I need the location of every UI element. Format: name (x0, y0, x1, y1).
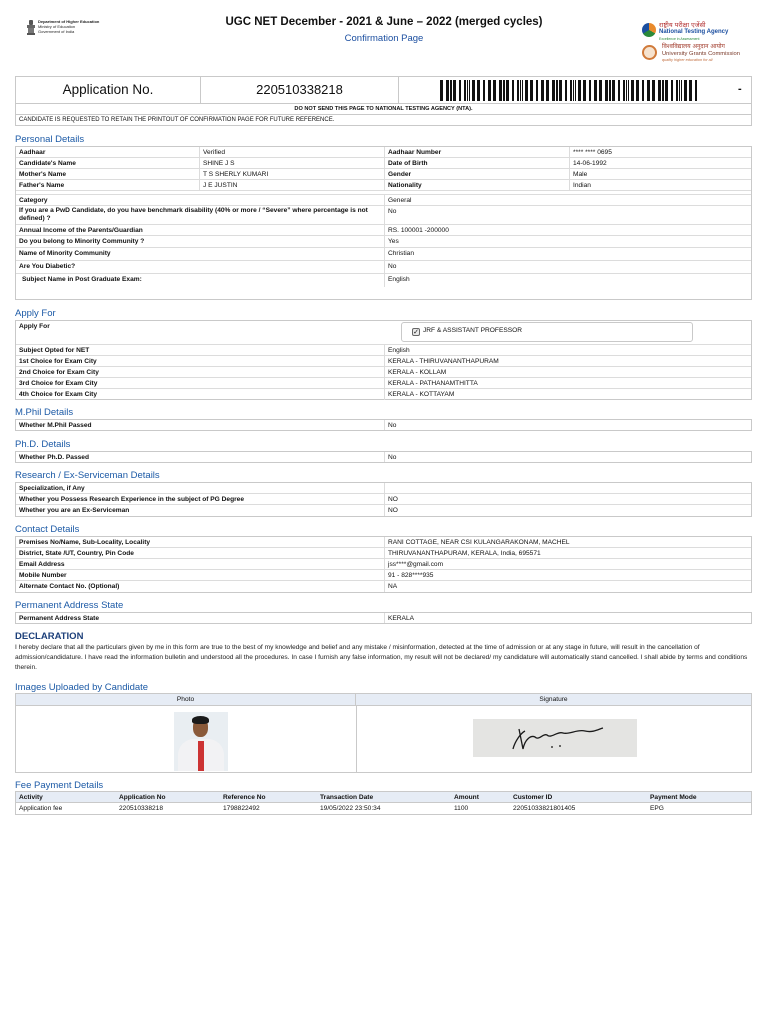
application-no-value: 220510338218 (201, 77, 399, 103)
table-row (16, 803, 751, 814)
barcode-bar (681, 80, 682, 101)
section-title-fee: Fee Payment Details (15, 780, 104, 791)
barcode-bar (522, 80, 523, 101)
barcode-bar (676, 80, 678, 101)
section-title-contact: Contact Details (15, 524, 80, 535)
minority-label: Do you belong to Minority Community ? (19, 238, 145, 245)
application-barcode (440, 80, 698, 101)
exam-city-1-label: 1st Choice for Exam City (19, 358, 97, 365)
contact-table (15, 536, 752, 593)
diabetic-label: Are You Diabetic? (19, 263, 76, 270)
apply-for-option-label: JRF & ASSISTANT PROFESSOR (423, 327, 523, 334)
barcode-bar (662, 80, 664, 101)
mother-name-label: Mother's Name (19, 171, 67, 178)
table-row (16, 356, 751, 367)
research-table (15, 482, 752, 517)
father-name-value: J E JUSTIN (199, 180, 384, 190)
alternate-contact-value: NA (384, 581, 751, 592)
table-row (16, 147, 751, 158)
fee-transaction-date: 19/05/2022 23:50:34 (320, 805, 381, 812)
father-name-label: Father's Name (19, 182, 65, 189)
barcode-bar (467, 80, 468, 101)
exam-city-2-value: KERALA - KOLLAM (384, 367, 751, 377)
barcode-bar (472, 80, 475, 101)
column-divider (356, 706, 357, 772)
barcode-bar (541, 80, 544, 101)
ugc-hindi-name: विश्वविद्यालय अनुदान आयोग (662, 43, 725, 50)
research-experience-label: Whether you Possess Research Experience in the subject of PG Degree (19, 496, 244, 503)
barcode-bar (488, 80, 491, 101)
barcode-bar (559, 80, 562, 101)
table-row (16, 345, 751, 356)
declaration-text: I hereby declare that all the particulars given by me in this form are true to the best of my knowledge and belief and any mistake / misinformation, detected at the time of admission or at any stage in future, will result in the cancellation of admission/candidature. I have read the information bulletin and understood all the procedures. In case I furnish any false information, my result will not be declared/ my candidature will automatically stand cancelled. I shall abide by terms and conditions therein. (15, 644, 748, 671)
aadhaar-number-label: Aadhaar Number (384, 147, 569, 157)
minority-name-label: Name of Minority Community (19, 250, 111, 257)
table-row (16, 613, 751, 623)
barcode-bar (589, 80, 591, 101)
barcode-bar (440, 80, 443, 101)
page-title: UGC NET December - 2021 & June – 2022 (merged cycles) (225, 16, 543, 28)
mobile-label: Mobile Number (19, 572, 67, 579)
ex-serviceman-value: NO (384, 505, 751, 516)
fee-amount: 1100 (454, 805, 469, 812)
gender-label: Gender (384, 169, 569, 179)
barcode-bar (628, 80, 629, 101)
table-row (16, 452, 751, 462)
exam-city-2-label: 2nd Choice for Exam City (19, 369, 99, 376)
table-row (16, 559, 751, 570)
nta-emblem-icon (642, 23, 656, 37)
barcode-bar (671, 80, 673, 101)
permanent-state-value: KERALA (384, 613, 751, 623)
email-label: Email Address (19, 561, 65, 568)
subject-opted-value: English (384, 345, 751, 355)
specialization-label: Specialization, if Any (19, 485, 85, 492)
table-row (16, 169, 751, 180)
section-title-research: Research / Ex-Serviceman Details (15, 470, 160, 481)
aadhaar-value: Verified (199, 147, 384, 157)
barcode-bar (658, 80, 661, 101)
table-header-row (16, 792, 751, 803)
barcode-bar (636, 80, 639, 101)
signature-header: Signature (356, 694, 751, 706)
table-row (16, 274, 751, 287)
gov-line-3: Government of India (38, 29, 75, 34)
barcode-bar (450, 80, 452, 101)
apply-for-table (15, 320, 752, 400)
fee-customer-id: 22051033821801405 (513, 805, 576, 812)
barcode-bar (679, 80, 680, 101)
barcode-bar (477, 80, 480, 101)
mphil-value: No (384, 420, 751, 430)
checkbox-checked-icon[interactable]: ✓ (413, 329, 419, 336)
table-row (16, 570, 751, 581)
barcode-bar (512, 80, 514, 101)
research-experience-value: NO (384, 494, 751, 504)
section-title-declaration: DECLARATION (15, 631, 84, 642)
barcode-bar (612, 80, 615, 101)
gov-line-2: Ministry of Education (38, 24, 76, 29)
barcode-bar (623, 80, 625, 101)
permanent-state-label: Permanent Address State (19, 615, 100, 622)
column-header-activity: Activity (19, 794, 43, 801)
gov-line-1: Department of Higher Education (38, 19, 100, 24)
column-header-application-no: Application No (119, 794, 166, 801)
barcode-bar (483, 80, 485, 101)
photo-header: Photo (16, 694, 356, 706)
barcode-bar (469, 80, 470, 101)
table-row (16, 483, 751, 494)
barcode-bar (525, 80, 528, 101)
table-row (16, 321, 751, 345)
table-row (16, 494, 751, 505)
application-dash: - (738, 83, 742, 95)
dob-value: 14-06-1992 (569, 158, 751, 168)
barcode-bar (520, 80, 521, 101)
barcode-bar (446, 80, 449, 101)
barcode-bar (506, 80, 509, 101)
application-no-label: Application No. (16, 77, 201, 103)
application-box (15, 76, 752, 126)
nta-hindi-name: राष्ट्रीय परीक्षा एजेंसी (659, 21, 706, 29)
barcode-bar (684, 80, 687, 101)
nta-logo (640, 22, 750, 40)
pwd-value: No (384, 206, 751, 224)
candidate-photo (174, 712, 228, 771)
signature-stroke (473, 719, 637, 757)
barcode-bar (652, 80, 655, 101)
barcode-bar (530, 80, 533, 101)
barcode-bar (499, 80, 502, 101)
income-label: Annual Income of the Parents/Guardian (19, 227, 143, 234)
exam-city-4-value: KERALA - KOTTAYAM (384, 389, 751, 400)
barcode-bar (573, 80, 574, 101)
barcode-bar (570, 80, 572, 101)
table-row (16, 548, 751, 559)
column-header-reference-no: Reference No (223, 794, 266, 801)
subject-opted-label: Subject Opted for NET (19, 347, 90, 354)
section-title-mphil: M.Phil Details (15, 407, 74, 418)
category-label: Category (19, 197, 48, 204)
pg-subject-value: English (384, 274, 751, 287)
photo-hair (192, 716, 209, 724)
exam-city-3-value: KERALA - PATHANAMTHITTA (384, 378, 751, 388)
premises-label: Premises No/Name, Sub-Locality, Locality (19, 539, 151, 546)
page-subtitle: Confirmation Page (344, 33, 424, 44)
table-row (16, 206, 751, 225)
category-value: General (384, 195, 751, 205)
barcode-bar (618, 80, 620, 101)
fee-payment-table (15, 791, 752, 815)
barcode-bar (517, 80, 519, 101)
barcode-bar (453, 80, 456, 101)
table-row (16, 537, 751, 548)
table-row (16, 367, 751, 378)
photo-tie (198, 741, 204, 771)
table-row (16, 180, 751, 191)
fee-application-no: 220510338218 (119, 805, 164, 812)
table-row (16, 581, 751, 592)
section-title-permanent-address: Permanent Address State (15, 600, 124, 611)
barcode-bar (546, 80, 549, 101)
phd-table (15, 451, 752, 463)
ugc-seal-icon (642, 45, 657, 60)
barcode-bar (556, 80, 558, 101)
candidate-name-label: Candidate's Name (19, 160, 76, 167)
barcode-bar (493, 80, 496, 101)
barcode-bar (631, 80, 634, 101)
aadhaar-label: Aadhaar (19, 149, 46, 156)
apply-for-label: Apply For (19, 323, 50, 330)
fee-payment-mode: EPG (650, 805, 664, 812)
exam-city-3-label: 3rd Choice for Exam City (19, 380, 98, 387)
table-row (16, 225, 751, 236)
barcode-bar (647, 80, 650, 101)
barcode-bar (536, 80, 538, 101)
barcode-bar (552, 80, 555, 101)
barcode-bar (575, 80, 576, 101)
nta-english-name: National Testing Agency (659, 29, 729, 35)
exam-city-4-label: 4th Choice for Exam City (19, 391, 98, 398)
barcode-bar (626, 80, 627, 101)
ministry-of-education-logo (26, 18, 116, 38)
diabetic-value: No (384, 261, 751, 273)
column-header-transaction-date: Transaction Date (320, 794, 374, 801)
mother-name-value: T S SHERLY KUMARI (199, 169, 384, 179)
permanent-address-table (15, 612, 752, 624)
pg-subject-label: Subject Name in Post Graduate Exam: (22, 276, 142, 283)
table-row (16, 378, 751, 389)
fee-activity: Application fee (19, 805, 63, 812)
dob-label: Date of Birth (384, 158, 569, 168)
barcode-bar (583, 80, 586, 101)
page-header (0, 0, 768, 72)
national-emblem-icon (26, 19, 36, 35)
barcode-bar (609, 80, 611, 101)
images-table (15, 693, 752, 773)
notice-retain-printout: CANDIDATE IS REQUESTED TO RETAIN THE PRINTOUT OF CONFIRMATION PAGE FOR FUTURE REFERENCE. (19, 117, 335, 123)
section-title-apply: Apply For (15, 308, 56, 319)
column-header-payment-mode: Payment Mode (650, 794, 697, 801)
alternate-contact-label: Alternate Contact No. (Optional) (19, 583, 120, 590)
barcode-bar (503, 80, 505, 101)
ex-serviceman-label: Whether you are an Ex-Serviceman (19, 507, 130, 514)
mphil-table (15, 419, 752, 431)
ugc-tagline: quality higher education for all (662, 58, 713, 62)
table-row (16, 389, 751, 400)
barcode-bar (605, 80, 608, 101)
barcode-bar (599, 80, 602, 101)
exam-city-1-value: KERALA - THIRUVANANTHAPURAM (384, 356, 751, 366)
barcode-bar (689, 80, 692, 101)
candidate-signature (473, 719, 637, 757)
barcode-bar (594, 80, 597, 101)
aadhaar-number-value: **** **** 0695 (569, 147, 751, 157)
table-row (16, 505, 751, 516)
table-row (16, 195, 751, 206)
ugc-english-name: University Grants Commission (662, 50, 740, 57)
column-header-amount: Amount (454, 794, 479, 801)
gender-value: Male (569, 169, 751, 179)
mobile-value: 91 - 828****935 (384, 570, 751, 580)
barcode-bar (578, 80, 581, 101)
email-value: jss****@gmail.com (384, 559, 751, 569)
notice-do-not-send: DO NOT SEND THIS PAGE TO NATIONAL TESTING AGENCY (NTA). (16, 104, 751, 115)
personal-details-table (15, 146, 752, 300)
specialization-value (384, 483, 751, 493)
phd-value: No (384, 452, 751, 462)
premises-value: RANI COTTAGE, NEAR CSI KULANGARAKONAM, MACHEL (384, 537, 751, 547)
candidate-name-value: SHINE J S (199, 158, 384, 168)
barcode-bar (665, 80, 668, 101)
table-row (16, 261, 751, 274)
phd-label: Whether Ph.D. Passed (19, 454, 89, 461)
nationality-label: Nationality (384, 180, 569, 190)
barcode-bar (642, 80, 644, 101)
minority-value: Yes (384, 236, 751, 247)
pwd-label: If you are a PwD Candidate, do you have benchmark disability (40% or more / “Severe” where percentage is not defined) ? (19, 207, 368, 222)
table-row (16, 420, 751, 430)
section-title-personal: Personal Details (15, 134, 85, 145)
nationality-value: Indian (569, 180, 751, 190)
mphil-label: Whether M.Phil Passed (19, 422, 92, 429)
section-title-phd: Ph.D. Details (15, 439, 71, 450)
fee-reference-no: 1798822492 (223, 805, 260, 812)
apply-for-option[interactable] (401, 322, 693, 342)
nta-tagline: Excellence in Assessment (659, 37, 700, 41)
district-label: District, State /UT, Country, Pin Code (19, 550, 134, 557)
table-row (16, 158, 751, 169)
minority-name-value: Christian (384, 248, 751, 260)
barcode-bar (695, 80, 697, 101)
table-row (16, 236, 751, 248)
barcode-bar (459, 80, 461, 101)
barcode-bar (565, 80, 567, 101)
district-value: THIRUVANANTHAPURAM, KERALA, India, 695571 (384, 548, 751, 558)
column-header-customer-id: Customer ID (513, 794, 553, 801)
table-row (16, 248, 751, 261)
barcode-bar (464, 80, 466, 101)
section-title-images: Images Uploaded by Candidate (15, 682, 149, 693)
ugc-logo (640, 44, 750, 64)
income-value: RS. 100001 -200000 (384, 225, 751, 235)
